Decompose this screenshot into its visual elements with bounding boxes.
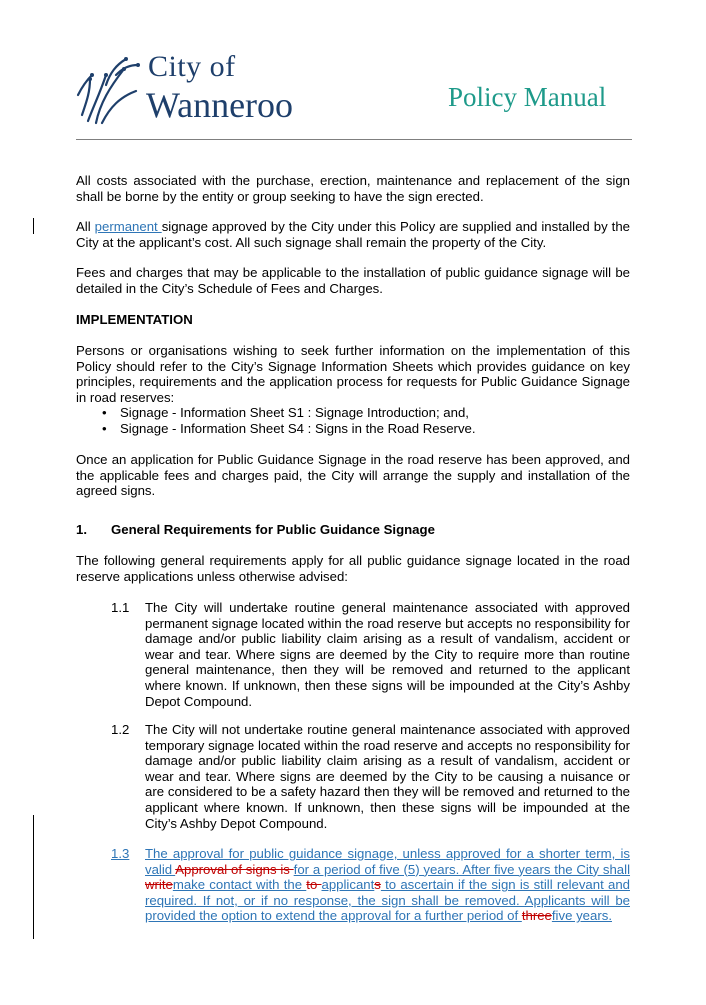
paragraph: Fees and charges that may be applicable to the installation of public guidance signage will be detailed in the City’s Schedule of Fees and Charges. <box>76 265 630 296</box>
revision-change-bar <box>33 815 34 939</box>
tracked-insertion: The approval for public guidance signage, unless approved for a shorter term, is valid <box>145 846 630 877</box>
text-run: signage approved by the City under this Policy are supplied and installed by the City at the applicant’s cost. All such signage shall remain the property of the City. <box>76 219 630 250</box>
bullet-list <box>102 405 476 437</box>
list-item: • Signage - Information Sheet S4 : Signs in the Road Reserve. <box>102 421 476 437</box>
tracked-deletion: Approval of signs is <box>175 861 294 877</box>
page-title: Policy Manual <box>448 82 607 112</box>
section-title: General Requirements for Public Guidance Signage <box>111 522 435 537</box>
tracked-insertion: permanent <box>94 219 162 234</box>
header-divider <box>76 139 632 140</box>
clause-number: 1.2 <box>111 722 130 737</box>
tracked-deletion: three <box>521 908 552 924</box>
tracked-deletion: s <box>374 877 381 893</box>
tracked-insertion: five years. <box>551 908 612 924</box>
tracked-insertion: make contact with the <box>172 877 307 893</box>
tracked-deletion: write <box>145 877 173 893</box>
clause-text-tracked <box>145 846 630 924</box>
clause-text: The City will not undertake routine general maintenance associated with approved temporary signage located within the road reserve and accepts no responsibility for damage and/or public liability claim arising as a result of vandalism, accident or wear and tear. Where signs are deemed by the City to be causing a nuisance or are considered to be a safety hazard then they will be removed and returned to the applicant where known. If unknown, then these signs will be impounded at the City’s Ashby Depot Compound. <box>145 722 630 831</box>
section-number: 1. <box>76 522 87 537</box>
revision-change-bar <box>33 218 34 234</box>
tracked-insertion: to ascertain if the sign is still relevant and required. If not, or if no response, the sign shall be removed. Applicants will be provided the option to extend the approval for a further period of <box>145 877 630 924</box>
logo-text-city-of: City of <box>148 50 236 83</box>
paragraph <box>76 219 630 250</box>
section-heading: IMPLEMENTATION <box>76 312 193 327</box>
text-run: All <box>76 219 95 234</box>
tracked-insertion: applicant <box>321 877 375 893</box>
clause-text: The City will undertake routine general maintenance associated with approved permanent signage located within the road reserve but accepts no responsibility for damage and/or public liability claim arising as a result of vandalism, accident or wear and tear. Where signs are deemed by the City to require more than routine general maintenance, then they will be removed and returned to the applicant where known. If unknown, then these signs will be impounded at the City’s Ashby Depot Compound. <box>145 600 630 709</box>
clause-number: 1.1 <box>111 600 130 615</box>
paragraph: Persons or organisations wishing to seek further information on the implementation of this Policy should refer to the City’s Signage Information Sheets which provides guidance on key principles, requirements and the application process for requests for Public Guidance Signage in road reserves: <box>76 343 630 405</box>
paragraph: Once an application for Public Guidance Signage in the road reserve has been approved, and the applicable fees and charges paid, the City will arrange the supply and installation of the agreed signs. <box>76 452 630 499</box>
paragraph: The following general requirements apply for all public guidance signage located in the road reserve applications unless otherwise advised: <box>76 553 630 584</box>
list-item: • Signage - Information Sheet S1 : Signage Introduction; and, <box>102 405 476 421</box>
paragraph: All costs associated with the purchase, erection, maintenance and replacement of the sign shall be borne by the entity or group seeking to have the sign erected. <box>76 173 630 204</box>
tracked-deletion: to <box>306 877 322 893</box>
tracked-insertion: for a period of five (5) years. After five years the City shall <box>293 861 631 877</box>
clause-number: 1.3 <box>111 846 130 861</box>
logo-text-wanneroo: Wanneroo <box>146 85 294 125</box>
